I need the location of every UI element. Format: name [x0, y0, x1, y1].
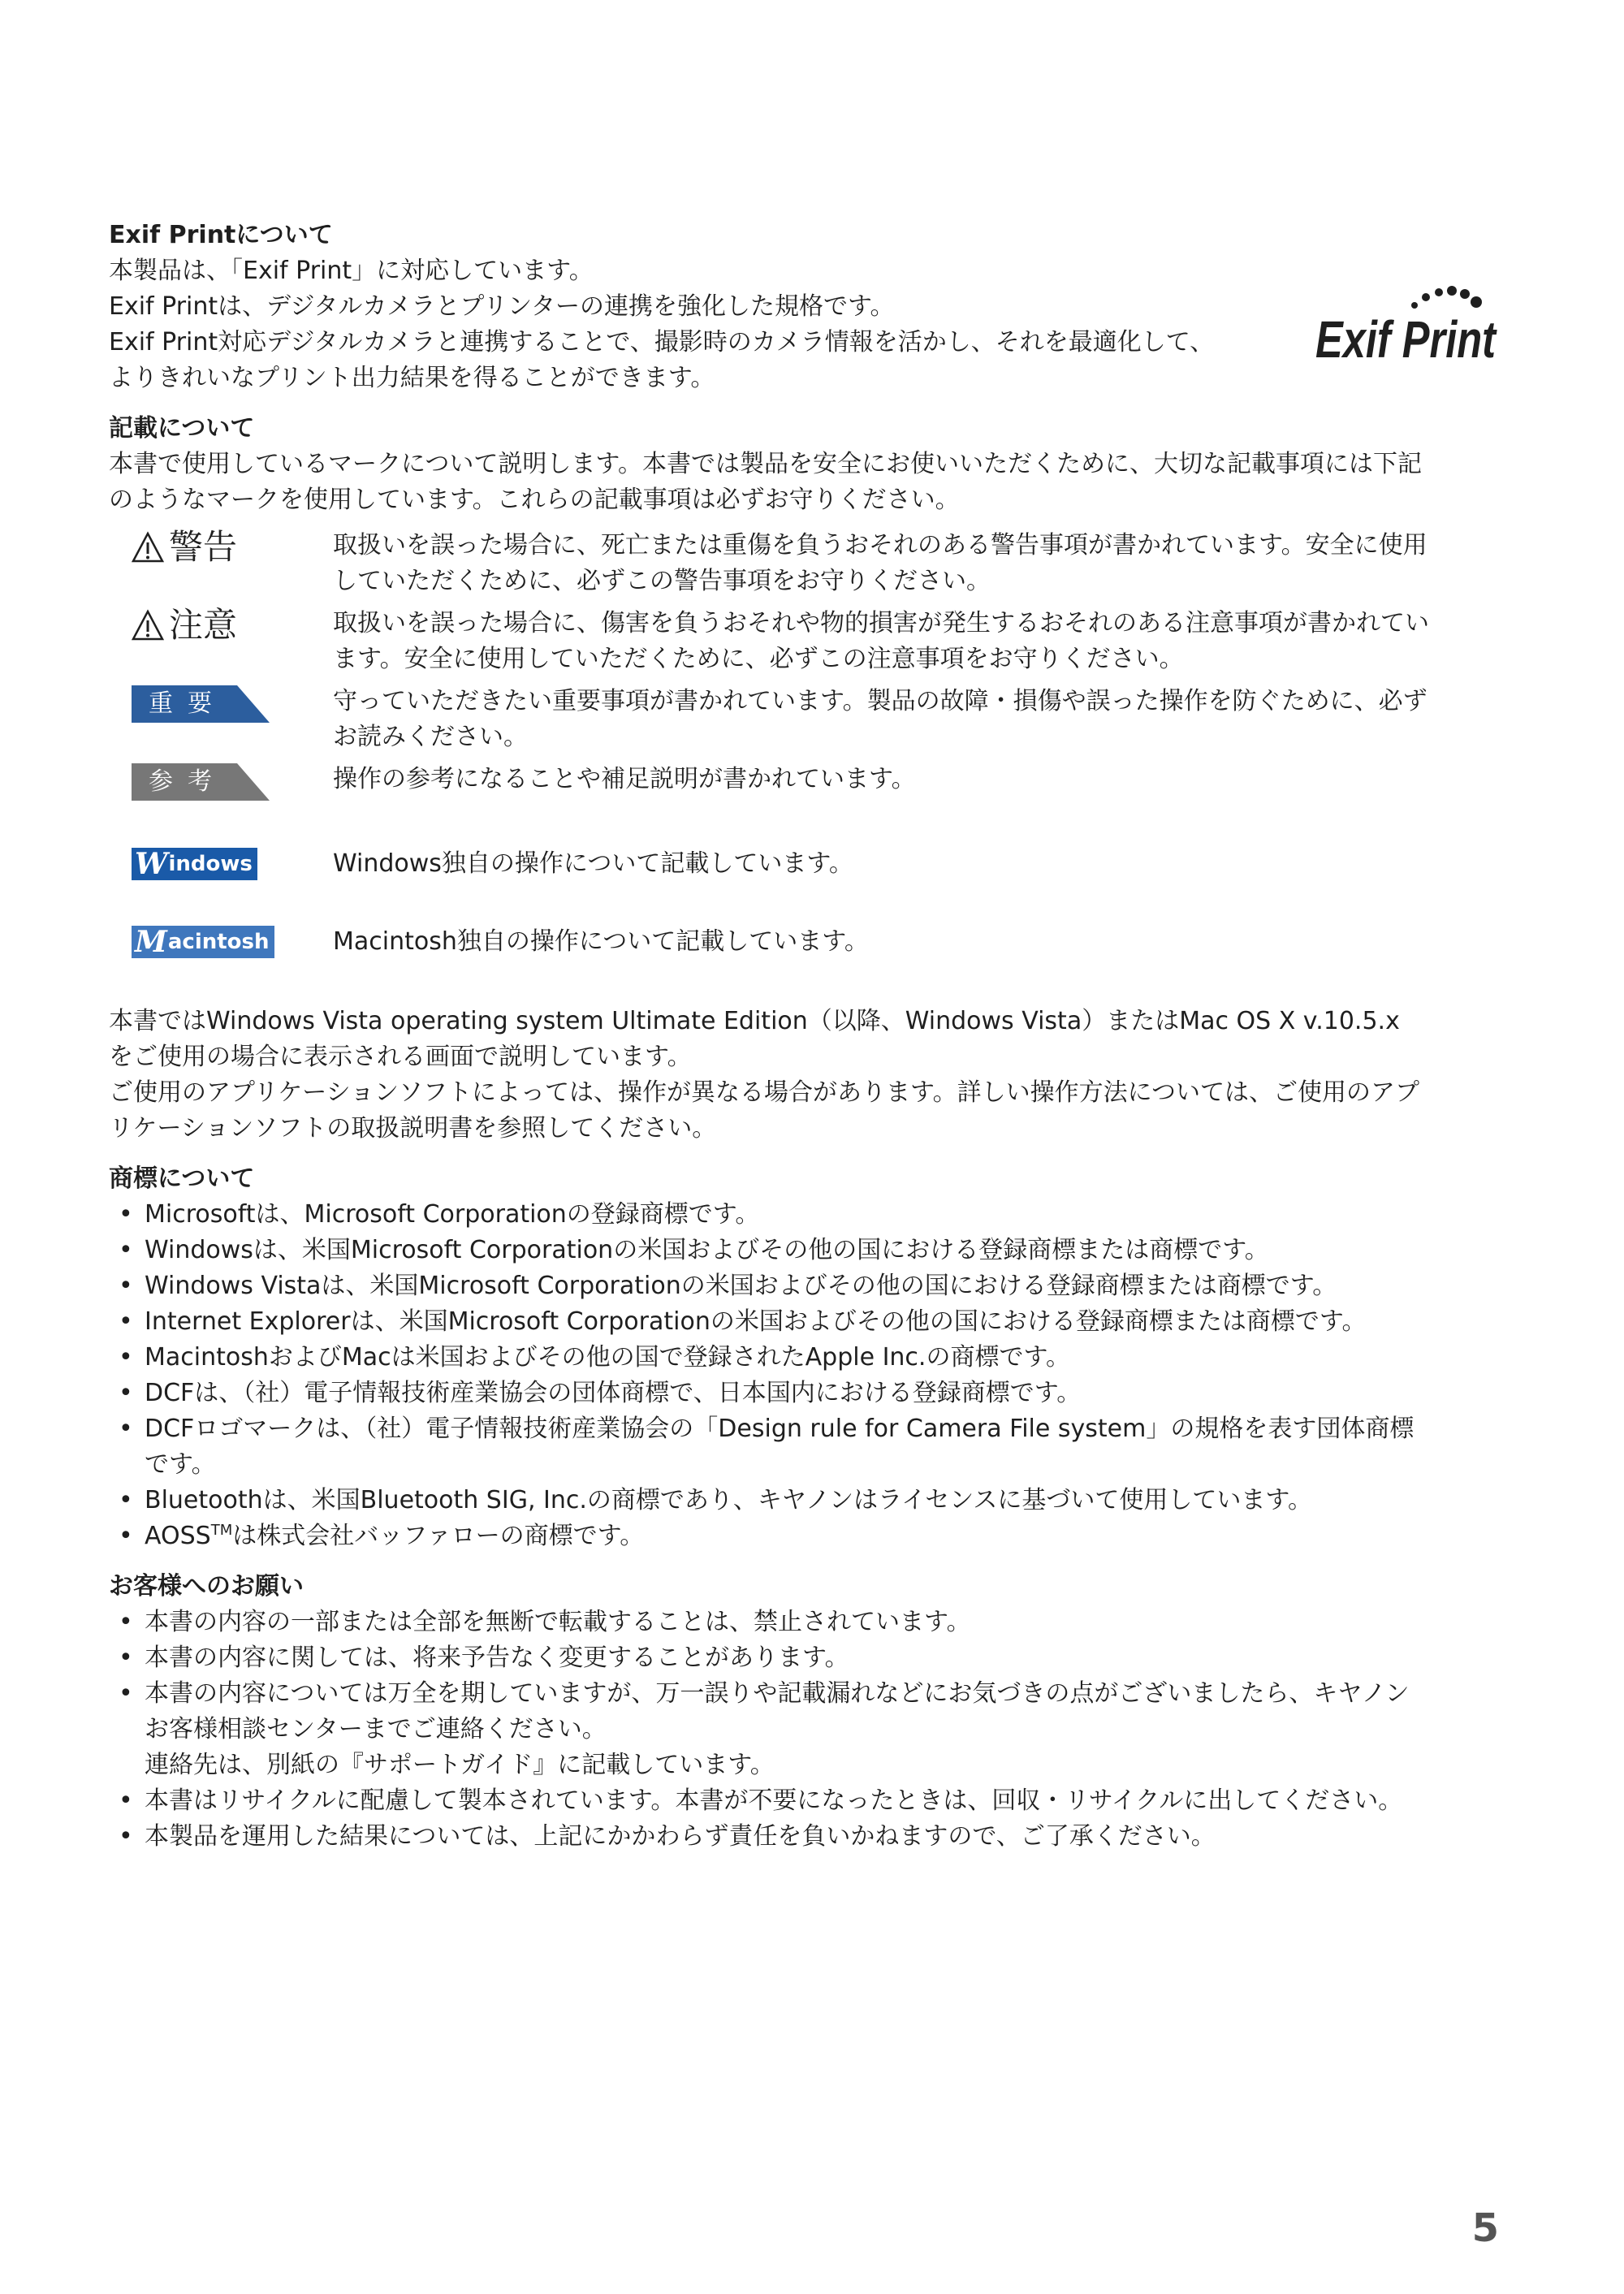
caution-label: 注意 — [169, 605, 238, 645]
description-line: していただくために、必ずこの警告事項をお守りください。 — [333, 567, 991, 595]
description-line: お読みください。 — [333, 723, 528, 751]
trademarks-heading: 商標について — [109, 1164, 255, 1193]
notation-outro: 本書ではWindows Vista operating system Ultimate Edition（以降、Windows Vista）またはMac OS X v.10.5.x — [109, 1007, 1400, 1035]
list-item: • Internet Explorerは、米国Microsoft Corporationの米国およびその他の国における登録商標または商標です。 — [109, 1304, 1499, 1340]
mark-row-macintosh — [109, 918, 1499, 989]
notation-heading: 記載について — [109, 414, 255, 443]
requests-list — [109, 1605, 1499, 1855]
mark-row-important — [109, 684, 1499, 755]
list-item-line: お客様相談センターまでご連絡ください。 — [145, 1715, 607, 1743]
list-item-aoss — [109, 1519, 1499, 1554]
notation-section — [109, 411, 1499, 1147]
requests-heading: お客様へのお願い — [109, 1572, 304, 1601]
marks-table — [109, 528, 1499, 989]
list-item-line: • DCFロゴマークは、（社）電子情報技術産業協会の「Design rule for Camera File system」の規格を表す団体商標 — [145, 1415, 1415, 1443]
description-line: Windows独自の操作について記載しています。 — [333, 849, 853, 878]
caution-description — [333, 606, 1499, 677]
notation-intro: のようなマークを使用しています。これらの記載事項は必ずお守りください。 — [109, 486, 960, 514]
list-item: • Windowsは、米国Microsoft Corporationの米国およびその他の国における登録商標または商標です。 — [109, 1233, 1499, 1268]
requests-section — [109, 1569, 1499, 1855]
reference-label: 参考 — [149, 767, 227, 796]
warning-label: 警告 — [169, 527, 238, 567]
aoss-text: は株式会社バッファローの商標です。 — [232, 1522, 645, 1550]
exif-line: 本製品は、「Exif Print」に対応しています。 — [109, 257, 594, 285]
macintosh-description — [333, 918, 1499, 960]
description-line: 取扱いを誤った場合に、傷害を負うおそれや物的損害が発生するおそれのある注意事項が書かれてい — [333, 609, 1429, 637]
warning-triangle-icon — [132, 532, 164, 563]
important-description — [333, 684, 1499, 755]
exif-line: よりきれいなプリント出力結果を得ることができます。 — [109, 364, 715, 392]
list-item: • Microsoftは、Microsoft Corporationの登録商標です。 — [109, 1197, 1499, 1233]
macintosh-badge-rest: acintosh — [167, 930, 270, 954]
description-line: 守っていただきたい重要事項が書かれています。製品の故障・損傷や誤った操作を防ぐために、必ず — [333, 687, 1427, 715]
exif-print-logo — [1312, 284, 1499, 369]
macintosh-badge — [132, 926, 274, 958]
notation-outro: ご使用のアプリケーションソフトによっては、操作が異なる場合があります。詳しい操作方法については、ご使用のアプ — [109, 1078, 1419, 1107]
description-line: 取扱いを誤った場合に、死亡または重傷を負うおそれのある警告事項が書かれています。安全に使用 — [333, 531, 1427, 559]
warning-description — [333, 528, 1499, 599]
page-content — [109, 218, 1499, 1869]
windows-badge-rest: indows — [168, 852, 253, 876]
description-line: 操作の参考になることや補足説明が書かれています。 — [333, 765, 916, 793]
page-number: 5 — [1471, 2205, 1499, 2251]
mark-row-caution — [109, 606, 1499, 677]
mark-row-reference — [109, 762, 1499, 833]
exif-line: Exif Print対応デジタルカメラと連携することで、撮影時のカメラ情報を活かし、それを最適化して、 — [109, 328, 1215, 356]
windows-badge — [132, 848, 257, 880]
trademarks-section — [109, 1161, 1499, 1554]
windows-description — [333, 840, 1499, 882]
mark-row-warning — [109, 528, 1499, 599]
list-item: • MacintoshおよびMacは米国およびその他の国で登録されたApple Inc.の商標です。 — [109, 1340, 1499, 1376]
list-item — [109, 1676, 1499, 1783]
list-item-line: 連絡先は、別紙の『サポートガイド』に記載しています。 — [145, 1751, 775, 1779]
notation-intro: 本書で使用しているマークについて説明します。本書では製品を安全にお使いいただくために、大切な記載事項には下記 — [109, 450, 1422, 478]
reference-tag — [132, 763, 270, 801]
notation-outro: リケーションソフトの取扱説明書を参照してください。 — [109, 1114, 717, 1143]
list-item: • Bluetoothは、米国Bluetooth SIG, Inc.の商標であり、キヤノンはライセンスに基づいて使用しています。 — [109, 1483, 1499, 1519]
list-item: • DCFは、（社）電子情報技術産業協会の団体商標で、日本国内における登録商標です。 — [109, 1376, 1499, 1411]
list-item: • 本書はリサイクルに配慮して製本されています。本書が不要になったときは、回収・リサイクルに出してください。 — [109, 1783, 1499, 1819]
description-line: ます。安全に使用していただくために、必ずこの注意事項をお守りください。 — [333, 645, 1184, 673]
important-label: 重要 — [149, 689, 227, 718]
important-tag — [132, 685, 270, 723]
caution-triangle-icon — [132, 610, 164, 641]
mark-row-windows — [109, 840, 1499, 911]
list-item-line: • 本書の内容については万全を期していますが、万一誤りや記載漏れなどにお気づきの点がございましたら、キヤノン — [145, 1679, 1410, 1708]
reference-description — [333, 762, 1499, 797]
list-item: • 本書の内容に関しては、将来予告なく変更することがあります。 — [109, 1640, 1499, 1676]
windows-badge-initial: W — [135, 847, 168, 881]
aoss-name: AOSS — [145, 1522, 211, 1550]
list-item — [109, 1411, 1499, 1483]
caution-mark — [132, 606, 237, 645]
exif-section — [109, 218, 1499, 396]
exif-logo-text: Exif Print — [1315, 310, 1498, 369]
notation-outro: をご使用の場合に表示される画面で説明しています。 — [109, 1043, 692, 1071]
trademarks-list — [109, 1197, 1499, 1554]
warning-mark — [132, 528, 237, 567]
exif-heading: Exif Printについて — [109, 221, 333, 249]
description-line: Macintosh独自の操作について記載しています。 — [333, 927, 869, 956]
exif-line: Exif Printは、デジタルカメラとプリンターの連携を強化した規格です。 — [109, 292, 895, 321]
list-item: • Windows Vistaは、米国Microsoft Corporationの米国およびその他の国における登録商標または商標です。 — [109, 1268, 1499, 1304]
list-item: • 本製品を運用した結果については、上記にかかわらず責任を負いかねますので、ご了承ください。 — [109, 1819, 1499, 1855]
list-item-line: です。 — [145, 1450, 216, 1479]
macintosh-badge-initial: M — [135, 925, 167, 959]
trademark-symbol: TM — [210, 1522, 233, 1539]
list-item: • 本書の内容の一部または全部を無断で転載することは、禁止されています。 — [109, 1605, 1499, 1640]
